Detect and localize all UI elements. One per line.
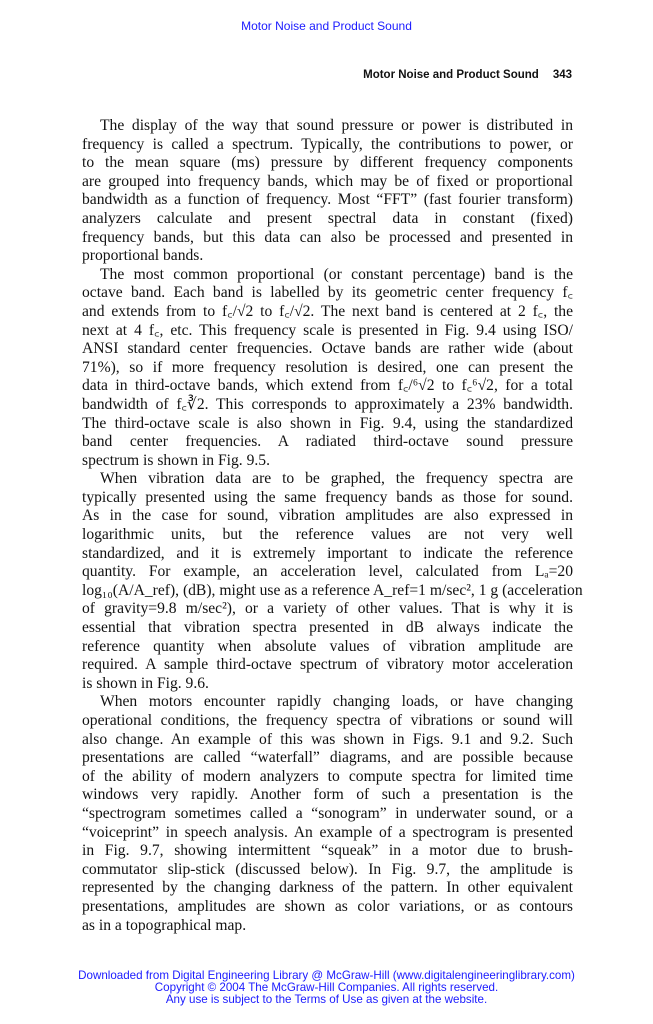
text-line: are grouped into frequency bands, which may be of fixed or proportional: [82, 172, 573, 190]
footer-terms-link[interactable]: Any use is subject to the Terms of Use as given at the website.: [165, 993, 488, 1006]
text-line: is shown in Fig. 9.6.: [82, 674, 209, 692]
text-line: bandwidth as a function of frequency. Most “FFT” (fast fourier transform): [82, 191, 573, 209]
text-line: The third-octave scale is also shown in Fig. 9.4, using the standardized: [82, 414, 573, 432]
body-text: [82, 117, 583, 935]
text-line: commutator slip-stick (discussed below). In Fig. 9.7, the amplitude is: [82, 860, 573, 878]
text-line: essential that vibration spectra presented in dB always indicate the: [82, 619, 573, 637]
text-line: octave band. Each band is labelled by its geometric center frequency f꜀: [82, 284, 573, 302]
paragraph: [82, 266, 573, 471]
text-line: of the ability of modern analyzers to compute spectra for limited time: [82, 767, 573, 785]
text-line: presentations, amplitudes are shown as color variations, or as contours: [82, 897, 573, 915]
text-line: of gravity=9.8 m/sec²), or a variety of other values. That is why it is: [82, 600, 573, 618]
text-line: as in a topographical map.: [82, 916, 247, 934]
text-line: windows very rapidly. Another form of such a presentation is the: [82, 786, 573, 804]
text-line: The display of the way that sound pressure or power is distributed in: [100, 117, 573, 134]
footer-download-link[interactable]: Downloaded from Digital Engineering Library @ McGraw-Hill (www.digitalengineeringlibrary.com): [78, 969, 575, 982]
text-line: represented by the changing darkness of the pattern. In other equivalent: [82, 879, 573, 897]
text-line: log₁₀(A/A_ref), (dB), might use as a reference A_ref=1 m/sec², 1 g (acceleration: [82, 581, 583, 599]
text-line: quantity. For example, an acceleration level, calculated from Lₐ=20: [82, 563, 573, 581]
text-line: typically presented using the same frequency bands as those for sound.: [82, 488, 573, 506]
text-line: and extends from to f꜀/√2 to f꜀/√2. The next band is centered at 2 f꜀, the: [82, 302, 573, 320]
text-line: The most common proportional (or constant percentage) band is the: [100, 265, 573, 283]
text-line: to the mean square (ms) pressure by different frequency components: [82, 154, 573, 172]
text-line: analyzers calculate and present spectral data in constant (fixed): [82, 209, 573, 227]
text-line: spectrum is shown in Fig. 9.5.: [82, 451, 270, 469]
paragraph: [82, 117, 573, 266]
footer: [0, 970, 653, 1006]
text-line: bandwidth of f꜀∛2. This corresponds to approximately a 23% bandwidth.: [82, 395, 573, 413]
paragraph: [82, 693, 573, 935]
text-line: in Fig. 9.7, showing intermittent “squeak” in a motor due to brush-: [82, 842, 573, 860]
text-line: logarithmic units, but the reference values are not very well: [82, 526, 573, 544]
text-line: 71%), so if more frequency resolution is desired, one can present the: [82, 358, 573, 376]
footer-copyright: Copyright © 2004 The McGraw-Hill Companies. All rights reserved.: [154, 981, 499, 994]
text-line: When vibration data are to be graphed, the frequency spectra are: [100, 470, 573, 488]
text-line: required. A sample third-octave spectrum of vibratory motor acceleration: [82, 656, 573, 674]
text-line: When motors encounter rapidly changing loads, or have changing: [100, 693, 573, 711]
text-line: ANSI standard center frequencies. Octave bands are rather wide (about: [82, 340, 573, 358]
paragraph: [82, 470, 583, 693]
text-line: presentations are called “waterfall” diagrams, and are possible because: [82, 749, 573, 767]
page-number: 343: [552, 69, 572, 81]
text-line: data in third-octave bands, which extend from f꜀/⁶√2 to f꜀⁶√2, for a total: [82, 377, 573, 395]
text-line: also change. An example of this was shown in Figs. 9.1 and 9.2. Such: [82, 730, 573, 748]
text-line: next at 4 f꜀, etc. This frequency scale is presented in Fig. 9.4 using ISO/: [82, 321, 573, 339]
running-header: [363, 69, 572, 81]
text-line: proportional bands.: [82, 247, 204, 265]
top-source-link[interactable]: Motor Noise and Product Sound: [241, 19, 412, 33]
text-line: “spectrogram sometimes called a “sonogram” in underwater sound, or a: [82, 804, 573, 822]
running-header-title: Motor Noise and Product Sound: [363, 69, 539, 81]
text-line: “voiceprint” in speech analysis. An example of a spectrogram is presented: [82, 823, 573, 841]
text-line: standardized, and it is extremely important to indicate the reference: [82, 544, 573, 562]
text-line: reference quantity when absolute values of vibration amplitude are: [82, 637, 573, 655]
text-line: frequency bands, but this data can also be processed and presented in: [82, 228, 573, 246]
text-line: band center frequencies. A radiated third-octave sound pressure: [82, 433, 573, 451]
text-line: frequency is called a spectrum. Typically, the contributions to power, or: [82, 135, 573, 153]
text-line: As in the case for sound, vibration amplitudes are also expressed in: [82, 507, 573, 525]
text-line: operational conditions, the frequency spectra of vibrations or sound will: [82, 712, 573, 729]
